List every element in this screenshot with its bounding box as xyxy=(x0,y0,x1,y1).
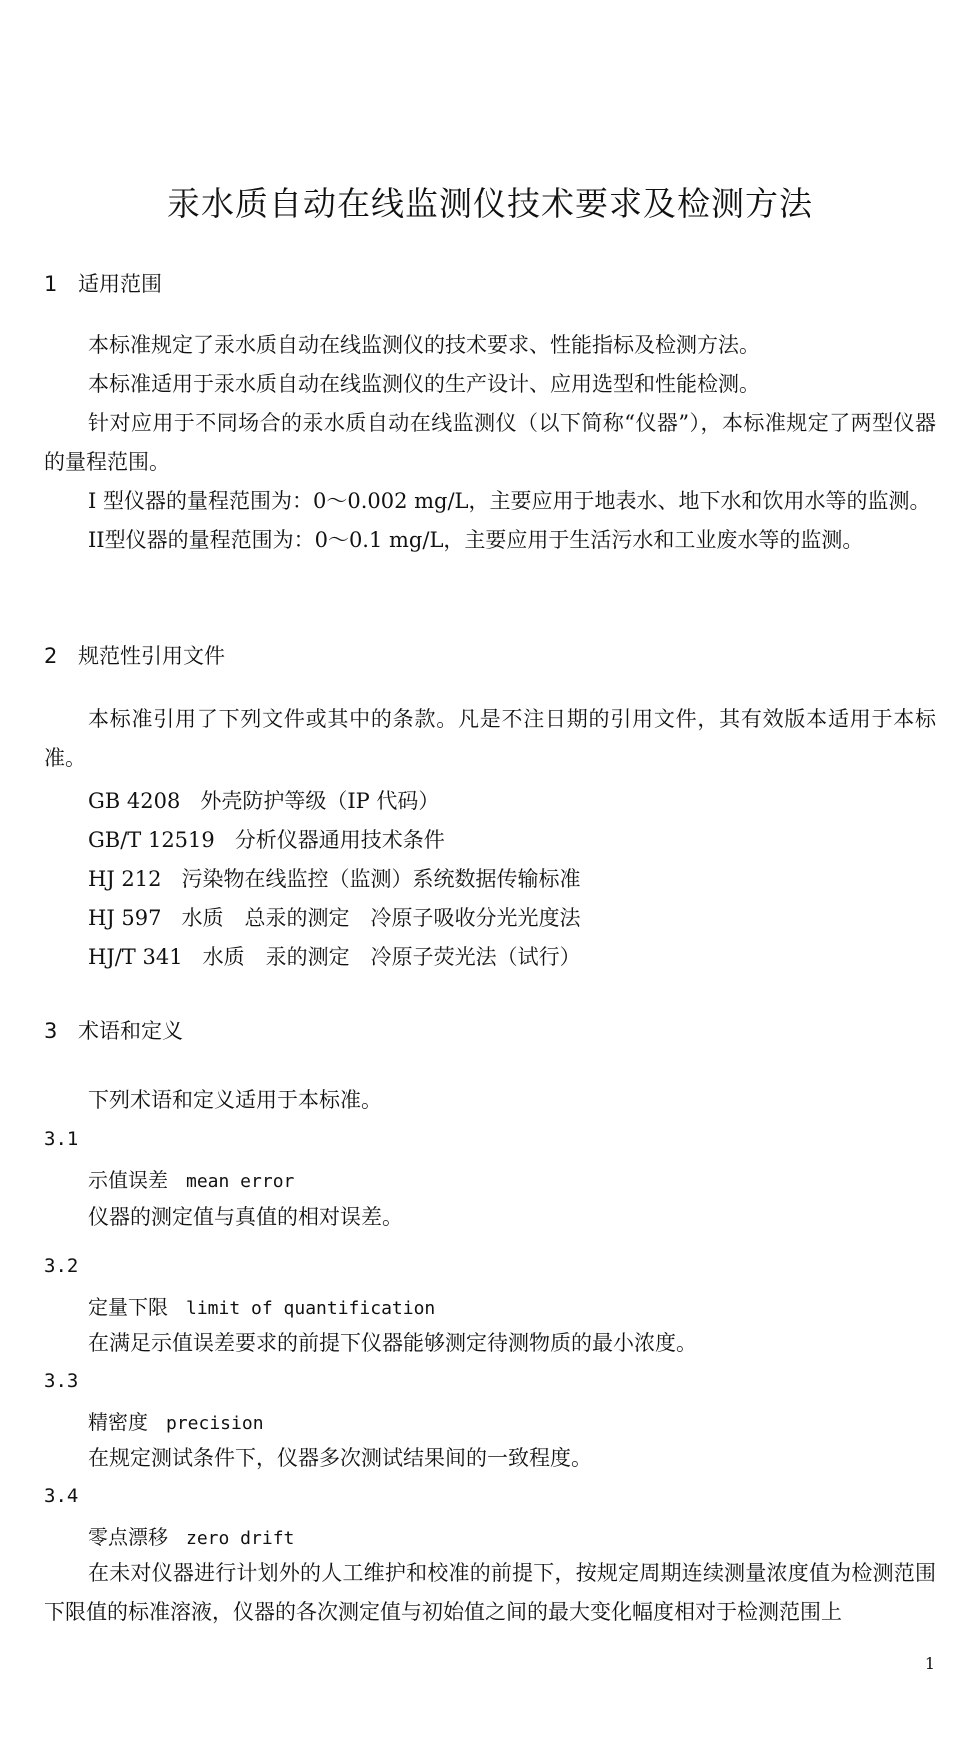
section-3-heading xyxy=(44,1015,183,1045)
clause-number: 3.4 xyxy=(44,1485,79,1507)
term-heading xyxy=(88,1164,294,1193)
reference-code: GB 4208 xyxy=(88,789,181,813)
term-heading xyxy=(88,1521,294,1550)
term-definition: 在未对仪器进行计划外的人工维护和校准的前提下，按规定周期连续测量浓度值为检测范围下限值的标准溶液，仪器的各次测定值与初始值之间的最大变化幅度相对于检测范围上 xyxy=(44,1561,936,1624)
term-zh: 示值误差 xyxy=(88,1168,168,1192)
section-title: 规范性引用文件 xyxy=(78,644,225,668)
term-heading xyxy=(88,1406,264,1435)
section-2-heading xyxy=(44,640,225,670)
reference-item xyxy=(88,863,581,893)
section-number: 1 xyxy=(44,272,58,296)
paragraph: 本标准适用于汞水质自动在线监测仪的生产设计、应用选型和性能检测。 xyxy=(88,372,760,396)
reference-title: 水质 汞的测定 冷原子荧光法（试行） xyxy=(202,945,581,969)
reference-title: 水质 总汞的测定 冷原子吸收分光光度法 xyxy=(181,906,581,930)
section-number: 2 xyxy=(44,644,58,668)
term-en: precision xyxy=(166,1413,264,1434)
reference-title: 外壳防护等级（IP 代码） xyxy=(200,789,440,813)
paragraph: 本标准规定了汞水质自动在线监测仪的技术要求、性能指标及检测方法。 xyxy=(88,333,760,357)
section-title: 适用范围 xyxy=(78,272,162,296)
reference-code: HJ 597 xyxy=(88,906,162,930)
reference-code: HJ 212 xyxy=(88,867,162,891)
clause-number: 3.3 xyxy=(44,1370,79,1392)
section-number: 3 xyxy=(44,1019,58,1043)
section-1-heading xyxy=(44,268,162,298)
reference-item xyxy=(88,902,581,932)
reference-title: 分析仪器通用技术条件 xyxy=(234,828,445,852)
section-title: 术语和定义 xyxy=(78,1019,183,1043)
term-heading xyxy=(88,1291,435,1320)
paragraph: II型仪器的量程范围为：0～0.1 mg/L，主要应用于生活污水和工业废水等的监测。 xyxy=(88,528,864,552)
term-definition: 在满足示值误差要求的前提下仪器能够测定待测物质的最小浓度。 xyxy=(88,1331,697,1355)
reference-item xyxy=(88,785,439,815)
document-title: 汞水质自动在线监测仪技术要求及检测方法 xyxy=(167,184,813,223)
paragraph: 针对应用于不同场合的汞水质自动在线监测仪（以下简称“仪器”），本标准规定了两型仪器的量程范围。 xyxy=(44,411,936,474)
term-zh: 零点漂移 xyxy=(88,1525,168,1549)
paragraph: 本标准引用了下列文件或其中的条款。凡是不注日期的引用文件，其有效版本适用于本标准。 xyxy=(44,707,936,770)
term-en: mean error xyxy=(186,1171,295,1192)
clause-number: 3.2 xyxy=(44,1255,79,1277)
term-definition: 在规定测试条件下，仪器多次测试结果间的一致程度。 xyxy=(88,1446,592,1470)
term-en: limit of quantification xyxy=(186,1298,436,1319)
term-en: zero drift xyxy=(186,1528,295,1549)
clause-number: 3.1 xyxy=(44,1128,79,1150)
term-definition: 仪器的测定值与真值的相对误差。 xyxy=(88,1205,403,1229)
reference-title: 污染物在线监控（监测）系统数据传输标准 xyxy=(181,867,581,891)
reference-code: GB/T 12519 xyxy=(88,828,215,852)
term-zh: 精密度 xyxy=(88,1410,148,1434)
term-zh: 定量下限 xyxy=(88,1295,168,1319)
paragraph: 下列术语和定义适用于本标准。 xyxy=(88,1088,382,1112)
page-number: 1 xyxy=(924,1654,935,1673)
paragraph: I 型仪器的量程范围为：0～0.002 mg/L，主要应用于地表水、地下水和饮用水等的监测。 xyxy=(88,489,931,513)
reference-item xyxy=(88,941,581,971)
reference-code: HJ/T 341 xyxy=(88,945,183,969)
reference-item xyxy=(88,824,445,854)
